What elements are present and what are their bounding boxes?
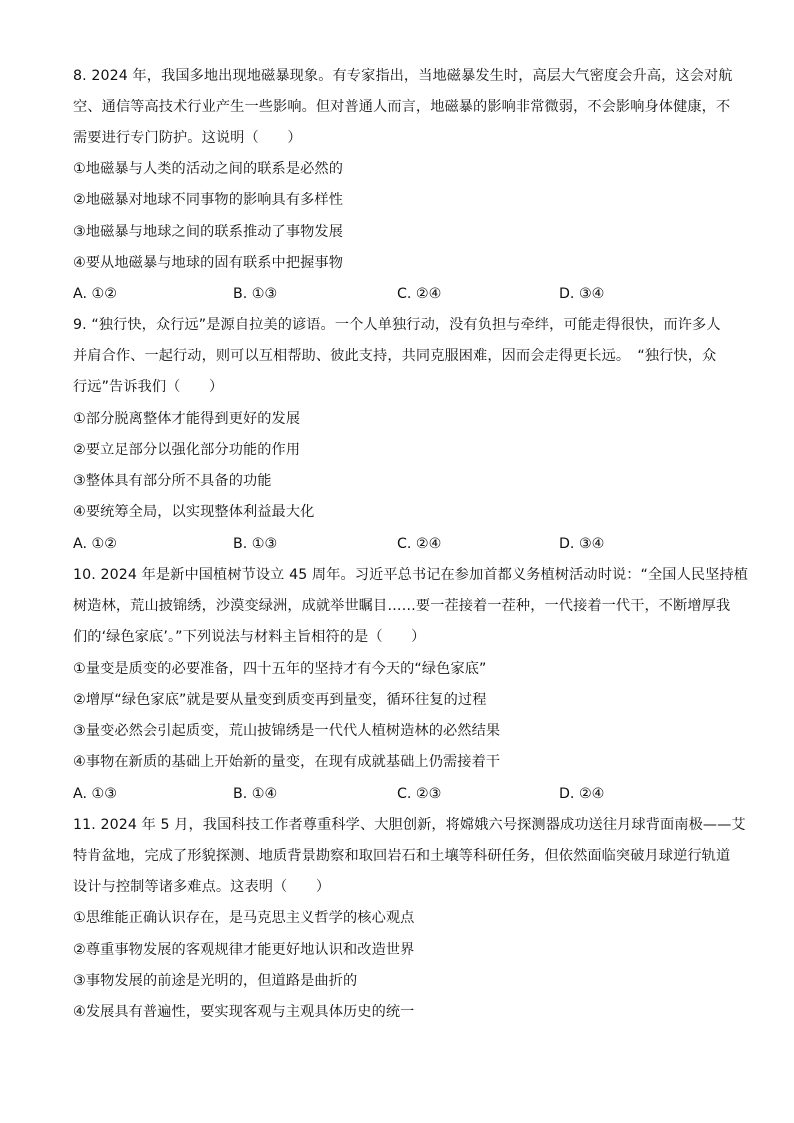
question-10-choice-d: D. ②④ [559,786,605,802]
question-8-option-1: ①地磁暴与人类的活动之间的联系是必然的 [73,161,343,177]
question-11-option-3: ③事物发展的前途是光明的，但道路是曲折的 [73,973,358,989]
question-8-option-2: ②地磁暴对地球不同事物的影响具有多样性 [73,192,343,208]
question-9-stem-line-1: 9. “独行快，众行远”是源自拉美的谚语。一个人单独行动，没有负担与牵绊，可能走得很快，而许多人 [73,317,721,333]
question-10-choice-a: A. ①③ [73,786,117,802]
question-9-option-4: ④要统筹全局，以实现整体利益最大化 [73,504,315,520]
question-9-option-1: ①部分脱离整体才能得到更好的发展 [73,411,301,427]
question-8-choice-b: B. ①③ [233,286,278,302]
question-8-choices [73,284,713,304]
question-11-stem-line-2: 特肯盆地，完成了形貌探测、地质背景勘察和取回岩石和土壤等科研任务，但依然面临突破月球逆行轨道 [73,848,731,864]
question-8-stem-line-1: 8. 2024 年，我国多地出现地磁暴现象。有专家指出，当地磁暴发生时，高层大气密度会升高，这会对航 [73,68,733,84]
question-10-choice-c: C. ②③ [397,786,442,802]
question-11-option-4: ④发展具有普遍性，要实现客观与主观具体历史的统一 [73,1004,415,1020]
question-11-option-2: ②尊重事物发展的客观规律才能更好地认识和改造世界 [73,942,415,958]
question-10-option-4: ④事物在新质的基础上开始新的量变，在现有成就基础上仍需接着干 [73,754,501,770]
question-9-option-2: ②要立足部分以强化部分功能的作用 [73,442,301,458]
question-8-choice-c: C. ②④ [397,286,442,302]
question-9-stem-line-2: 并肩合作、一起行动，则可以互相帮助、彼此支持，共同克服困难，因而会走得更长远。 “独行快，众 [73,348,717,364]
question-9-choices [73,534,713,554]
question-8-choice-d: D. ③④ [559,286,605,302]
question-9-choice-c: C. ②④ [397,536,442,552]
question-9-option-3: ③整体具有部分所不具备的功能 [73,473,272,489]
question-11-stem-line-3: 设计与控制等诸多难点。这表明（ ） [73,879,331,895]
question-8-stem-line-2: 空、通信等高技术行业产生一些影响。但对普通人而言，地磁暴的影响非常微弱，不会影响身体健康，不 [73,99,731,115]
question-8-stem-line-3: 需要进行专门防护。这说明（ ） [73,130,302,146]
question-10-option-3: ③量变必然会引起质变，荒山披锦绣是一代代人植树造林的必然结果 [73,723,501,739]
question-10-choice-b: B. ①④ [233,786,278,802]
question-9-stem-line-3: 行远”告诉我们（ ） [73,379,224,395]
question-9-choice-b: B. ①③ [233,536,278,552]
question-10-choices [73,784,713,804]
question-8-option-4: ④要从地磁暴与地球的固有联系中把握事物 [73,255,343,271]
question-10-stem-line-2: 树造林，荒山披锦绣，沙漠变绿洲，成就举世瞩目……要一茬接着一茬种，一代接着一代干，不断增厚我 [73,598,731,614]
question-10-option-1: ①量变是质变的必要准备，四十五年的坚持才有今天的“绿色家底” [73,661,487,677]
question-10-stem-line-1: 10. 2024 年是新中国植树节设立 45 周年。习近平总书记在参加首都义务植树活动时说：“全国人民坚持植 [73,567,749,583]
question-9-choice-a: A. ①② [73,536,117,552]
question-9-choice-d: D. ③④ [559,536,605,552]
question-10-option-2: ②增厚“绿色家底”就是要从量变到质变再到量变，循环往复的过程 [73,692,487,708]
question-11-stem-line-1: 11. 2024 年 5 月，我国科技工作者尊重科学、大胆创新，将嫦娥六号探测器成功送往月球背面南极——艾 [73,817,746,833]
question-11-option-1: ①思维能正确认识存在，是马克思主义哲学的核心观点 [73,910,415,926]
question-10-stem-line-3: 们的‘绿色家底’。”下列说法与材料主旨相符的是（ ） [73,629,426,645]
question-8-choice-a: A. ①② [73,286,117,302]
question-8-option-3: ③地磁暴与地球之间的联系推动了事物发展 [73,224,343,240]
